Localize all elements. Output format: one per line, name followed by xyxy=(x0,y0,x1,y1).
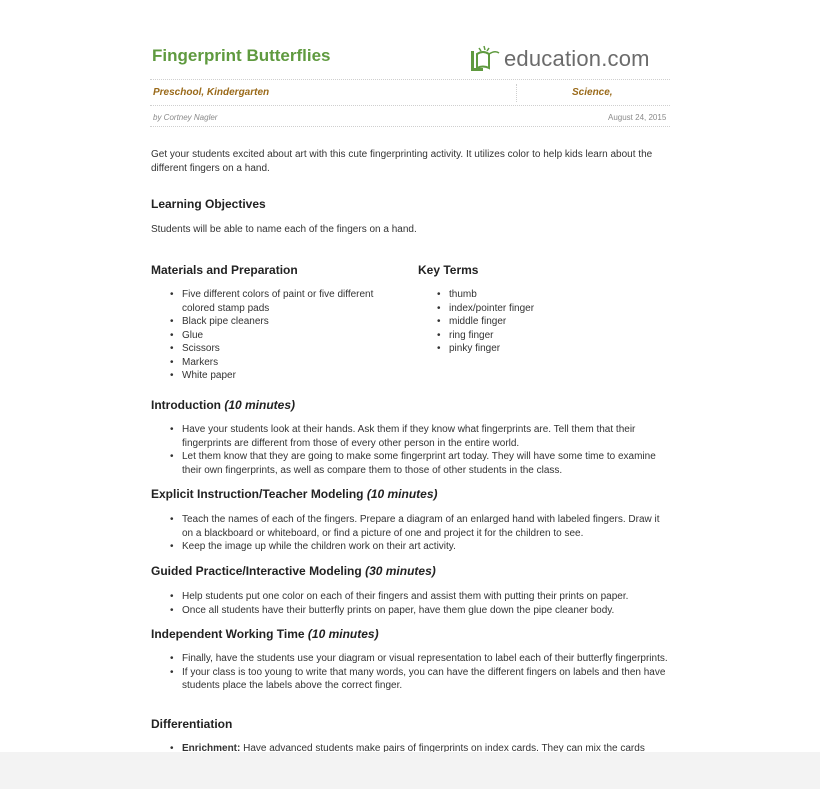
enrichment-label: Enrichment: xyxy=(182,743,241,752)
list-item: • Glue xyxy=(170,329,395,343)
list-item: • thumb xyxy=(437,288,637,302)
list-item: • Teach the names of each of the fingers. Prepare a diagram of an enlarged hand with labeled fingers. Draw it on a blackboard or whiteboard, or find a picture of one and project it for the children to see. xyxy=(170,513,670,540)
list-item: • Let them know that they are going to make some fingerprint art today. They will have some time to examine their own fingerprints, as well as compare them to those of other students in the class. xyxy=(170,450,670,477)
publish-date: August 24, 2015 xyxy=(608,113,667,122)
list-item: • Finally, have the students use your diagram or visual representation to label each of their butterfly fingerprints. xyxy=(170,652,670,666)
guided-practice-heading xyxy=(151,564,436,578)
meta-separator xyxy=(516,84,517,102)
list-item: • If your class is too young to write that many words, you can have the different fingers on labels and then have students place the labels above the correct finger. xyxy=(170,666,670,693)
differentiation-list xyxy=(170,742,670,752)
list-item: • White paper xyxy=(170,369,395,383)
list-item: • middle finger xyxy=(437,315,637,329)
section-title: Guided Practice/Interactive Modeling xyxy=(151,564,362,578)
introduction-heading xyxy=(151,398,295,412)
section-time: (10 minutes) xyxy=(307,627,379,641)
byline-divider xyxy=(150,126,670,127)
list-item: • Black pipe cleaners xyxy=(170,315,395,329)
section-title: Independent Working Time xyxy=(151,627,305,641)
introduction-list xyxy=(170,423,670,477)
enrichment-text: Have advanced students make pairs of fingerprints on index cards. They can mix the cards xyxy=(243,743,645,752)
independent-work-list xyxy=(170,652,670,693)
header-divider xyxy=(150,79,670,80)
key-terms-list xyxy=(437,288,637,356)
objectives-text: Students will be able to name each of the fingers on a hand. xyxy=(151,224,417,235)
grade-level: Preschool, Kindergarten xyxy=(153,87,270,98)
intro-paragraph: Get your students excited about art with this cute fingerprinting activity. It utilizes color to help kids learn about the different fingers on a hand. xyxy=(151,149,653,174)
list-item: • Help students put one color on each of their fingers and assist them with putting their prints on paper. xyxy=(170,590,670,604)
list-item: • Have your students look at their hands. Ask them if they know what fingerprints are. Tell them that their fingerprints are different from those of every other person in the entire world. xyxy=(170,423,670,450)
subject: Science, xyxy=(572,87,613,98)
section-title: Explicit Instruction/Teacher Modeling xyxy=(151,487,364,501)
objectives-heading: Learning Objectives xyxy=(151,197,266,211)
list-item: • Markers xyxy=(170,356,395,370)
page-title: Fingerprint Butterflies xyxy=(152,46,331,65)
list-item: • index/pointer finger xyxy=(437,302,637,316)
meta-divider xyxy=(150,105,670,106)
author-byline: by Cortney Nagler xyxy=(153,113,218,122)
list-item: • Scissors xyxy=(170,342,395,356)
section-time: (30 minutes) xyxy=(365,564,436,578)
materials-heading: Materials and Preparation xyxy=(151,263,298,277)
list-item: • Five different colors of paint or five different colored stamp pads xyxy=(170,288,395,315)
key-terms-heading: Key Terms xyxy=(418,263,479,277)
list-item: • Once all students have their butterfly prints on paper, have them glue down the pipe cleaner body. xyxy=(170,604,670,618)
guided-practice-list xyxy=(170,590,670,617)
section-time: (10 minutes) xyxy=(224,398,296,412)
page-footer-band xyxy=(0,752,820,789)
list-item: • pinky finger xyxy=(437,342,637,356)
explicit-instruction-list xyxy=(170,513,670,554)
independent-work-heading xyxy=(151,627,379,641)
list-item xyxy=(170,742,670,752)
book-icon xyxy=(468,44,502,74)
section-time: (10 minutes) xyxy=(366,487,438,501)
logo-wordmark: education.com xyxy=(504,46,650,71)
list-item: • Keep the image up while the children work on their art activity. xyxy=(170,540,670,554)
section-title: Introduction xyxy=(151,398,221,412)
differentiation-heading: Differentiation xyxy=(151,717,233,731)
education-logo[interactable] xyxy=(468,44,650,74)
materials-list xyxy=(170,288,395,383)
explicit-instruction-heading xyxy=(151,487,438,501)
list-item: • ring finger xyxy=(437,329,637,343)
